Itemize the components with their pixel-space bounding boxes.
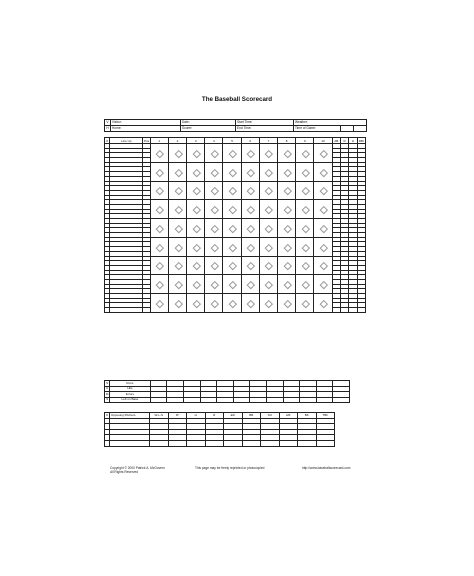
at-bat-cell[interactable] xyxy=(223,294,241,313)
diamond-icon xyxy=(320,281,328,289)
at-bat-cell[interactable] xyxy=(278,256,296,275)
at-bat-cell[interactable] xyxy=(259,237,277,256)
at-bat-cell[interactable] xyxy=(205,294,223,313)
page-title: The Baseball Scorecard xyxy=(201,96,273,103)
at-bat-cell[interactable] xyxy=(278,162,296,181)
diamond-icon xyxy=(156,281,164,289)
at-bat-cell[interactable] xyxy=(296,256,314,275)
diamond-icon xyxy=(229,150,237,158)
copyright-line: Copyright © 2000 Patrick A. McGovern xyxy=(110,466,165,470)
grid-header-cell: RBI xyxy=(358,138,364,143)
at-bat-cell[interactable] xyxy=(314,162,332,181)
at-bat-cell[interactable] xyxy=(314,237,332,256)
at-bat-cell[interactable] xyxy=(150,200,168,219)
diamond-icon xyxy=(247,300,255,308)
diamond-icon xyxy=(247,243,255,251)
diamond-icon xyxy=(211,150,219,158)
grid-header-cell: 3 xyxy=(187,138,205,144)
totals-label: Hits xyxy=(110,386,150,392)
at-bat-cell[interactable] xyxy=(168,294,186,313)
at-bat-cell[interactable] xyxy=(168,181,186,200)
diamond-icon xyxy=(247,187,255,195)
at-bat-cell[interactable] xyxy=(223,200,241,219)
at-bat-cell[interactable] xyxy=(168,237,186,256)
diamond-icon xyxy=(265,150,273,158)
totals-row xyxy=(105,397,350,403)
start-time-field: Start Time: xyxy=(236,120,294,126)
weather-field: Weather: xyxy=(294,120,367,126)
at-bat-cell[interactable] xyxy=(223,162,241,181)
diamond-icon xyxy=(265,262,273,270)
diamond-icon xyxy=(193,262,201,270)
at-bat-cell[interactable] xyxy=(187,294,205,313)
at-bat-cell[interactable] xyxy=(168,275,186,294)
stat-cell[interactable] xyxy=(349,308,357,313)
diamond-icon xyxy=(320,206,328,214)
at-bat-cell[interactable] xyxy=(205,144,223,163)
pitcher-cell[interactable] xyxy=(279,440,298,446)
diamond-icon xyxy=(193,225,201,233)
at-bat-cell[interactable] xyxy=(223,237,241,256)
grid-header-cell: R xyxy=(340,138,348,144)
diamond-icon xyxy=(229,187,237,195)
at-bat-cell[interactable] xyxy=(150,162,168,181)
at-bat-cell[interactable] xyxy=(241,219,259,238)
at-bat-cell[interactable] xyxy=(259,275,277,294)
diamond-icon xyxy=(156,243,164,251)
diamond-icon xyxy=(174,225,182,233)
diamond-icon xyxy=(302,262,310,270)
blank-cell xyxy=(341,126,354,132)
diamond-icon xyxy=(265,300,273,308)
diamond-icon xyxy=(320,243,328,251)
position-cell[interactable] xyxy=(143,308,150,313)
diamond-icon xyxy=(283,300,291,308)
diamond-icon xyxy=(229,225,237,233)
copyright-notice xyxy=(110,466,165,474)
diamond-icon xyxy=(211,300,219,308)
end-time-field: End Time: xyxy=(236,126,294,132)
diamond-icon xyxy=(174,300,182,308)
diamond-icon xyxy=(320,300,328,308)
diamond-icon xyxy=(193,150,201,158)
diamond-icon xyxy=(247,150,255,158)
at-bat-cell[interactable] xyxy=(241,275,259,294)
at-bat-cell[interactable] xyxy=(296,294,314,313)
pitching-header-cell: IP xyxy=(168,413,187,419)
diamond-icon xyxy=(156,300,164,308)
at-bat-cell[interactable] xyxy=(205,256,223,275)
pitching-header-cell: HB xyxy=(279,413,298,419)
grid-header-cell: Line Up xyxy=(110,138,143,144)
at-bat-cell[interactable] xyxy=(223,181,241,200)
totals-cell[interactable] xyxy=(250,397,267,403)
grid-header-cell: 8 xyxy=(278,138,296,144)
at-bat-cell[interactable] xyxy=(278,144,296,163)
diamond-icon xyxy=(156,150,164,158)
diamond-icon xyxy=(247,206,255,214)
diamond-icon xyxy=(265,225,273,233)
at-bat-cell[interactable] xyxy=(314,200,332,219)
at-bat-cell[interactable] xyxy=(314,275,332,294)
diamond-icon xyxy=(320,225,328,233)
scorer-field: Scorer: xyxy=(181,126,236,132)
totals-letter: M xyxy=(105,391,109,396)
grid-header-cell: # xyxy=(106,138,108,143)
batting-scoring-grid xyxy=(104,137,366,313)
totals-cell[interactable] xyxy=(316,397,333,403)
at-bat-cell[interactable] xyxy=(223,256,241,275)
diamond-icon xyxy=(302,150,310,158)
at-bat-cell[interactable] xyxy=(150,256,168,275)
totals-cell[interactable] xyxy=(200,397,217,403)
pitching-header-cell: BK xyxy=(298,413,317,419)
diamond-icon xyxy=(211,168,219,176)
visitor-field: Visitor: xyxy=(111,120,181,126)
diamond-icon xyxy=(302,225,310,233)
diamond-icon xyxy=(193,187,201,195)
pitching-header-cell: W-L-S xyxy=(150,413,169,419)
diamond-icon xyxy=(211,243,219,251)
totals-cell[interactable] xyxy=(150,397,167,403)
rights-line: All Rights Reserved xyxy=(110,470,138,474)
grid-header-cell: 6 xyxy=(241,138,259,144)
diamond-icon xyxy=(320,262,328,270)
at-bat-cell[interactable] xyxy=(278,219,296,238)
at-bat-cell[interactable] xyxy=(150,237,168,256)
totals-cell[interactable] xyxy=(283,397,300,403)
diamond-icon xyxy=(229,281,237,289)
diamond-icon xyxy=(174,262,182,270)
diamond-icon xyxy=(302,281,310,289)
diamond-icon xyxy=(229,243,237,251)
stat-cell[interactable] xyxy=(340,308,348,313)
website-url[interactable]: http://www.baseballscorecard.com xyxy=(302,466,351,470)
diamond-icon xyxy=(193,206,201,214)
at-bat-cell[interactable] xyxy=(259,181,277,200)
at-bat-cell[interactable] xyxy=(150,275,168,294)
at-bat-cell[interactable] xyxy=(259,219,277,238)
grid-header-cell: 7 xyxy=(259,138,277,144)
at-bat-cell[interactable] xyxy=(314,256,332,275)
diamond-icon xyxy=(247,225,255,233)
diamond-icon xyxy=(283,206,291,214)
game-info-table xyxy=(104,119,367,132)
diamond-icon xyxy=(247,281,255,289)
pitcher-cell[interactable] xyxy=(187,440,206,446)
at-bat-cell[interactable] xyxy=(259,162,277,181)
at-bat-cell[interactable] xyxy=(314,181,332,200)
pitcher-cell[interactable] xyxy=(298,440,317,446)
diamond-icon xyxy=(265,187,273,195)
at-bat-cell[interactable] xyxy=(314,294,332,313)
at-bat-cell[interactable] xyxy=(296,181,314,200)
totals-label: Errors xyxy=(110,392,150,398)
diamond-icon xyxy=(283,187,291,195)
diamond-icon xyxy=(174,150,182,158)
diamond-icon xyxy=(320,150,328,158)
pitching-header-cell: BB xyxy=(242,413,261,419)
diamond-icon xyxy=(265,281,273,289)
at-bat-cell[interactable] xyxy=(296,162,314,181)
at-bat-cell[interactable] xyxy=(278,181,296,200)
at-bat-cell[interactable] xyxy=(205,237,223,256)
stat-cell[interactable] xyxy=(332,308,340,313)
at-bat-cell[interactable] xyxy=(278,275,296,294)
diamond-icon xyxy=(229,206,237,214)
time-of-game-field: Time of Game: xyxy=(294,126,341,132)
diamond-icon xyxy=(302,243,310,251)
diamond-icon xyxy=(211,281,219,289)
diamond-icon xyxy=(174,281,182,289)
info-row-home xyxy=(105,126,367,132)
grid-header-cell: 2 xyxy=(168,138,186,144)
diamond-icon xyxy=(302,300,310,308)
at-bat-cell[interactable] xyxy=(241,200,259,219)
diamond-icon xyxy=(211,262,219,270)
at-bat-cell[interactable] xyxy=(296,275,314,294)
pitching-header-cell: TBF xyxy=(316,413,335,419)
grid-header-cell: 4 xyxy=(205,138,223,144)
grid-header-cell: 5 xyxy=(223,138,241,144)
at-bat-cell[interactable] xyxy=(168,144,186,163)
diamond-icon xyxy=(211,187,219,195)
at-bat-cell[interactable] xyxy=(187,181,205,200)
home-field: Home: xyxy=(111,126,181,132)
at-bat-cell[interactable] xyxy=(259,256,277,275)
at-bat-cell[interactable] xyxy=(150,294,168,313)
at-bat-cell[interactable] xyxy=(296,219,314,238)
at-bat-cell[interactable] xyxy=(259,144,277,163)
grid-header-cell: H xyxy=(349,138,357,144)
at-bat-cell[interactable] xyxy=(150,219,168,238)
at-bat-cell[interactable] xyxy=(187,219,205,238)
diamond-icon xyxy=(283,150,291,158)
pitcher-cell[interactable] xyxy=(242,440,261,446)
diamond-icon xyxy=(302,168,310,176)
at-bat-cell[interactable] xyxy=(168,200,186,219)
home-marker: H xyxy=(106,125,109,130)
totals-label: Left on Base xyxy=(110,397,150,403)
diamond-icon xyxy=(283,168,291,176)
at-bat-cell[interactable] xyxy=(205,162,223,181)
at-bat-cell[interactable] xyxy=(223,144,241,163)
totals-cell[interactable] xyxy=(300,397,317,403)
diamond-icon xyxy=(156,262,164,270)
diamond-icon xyxy=(193,281,201,289)
grid-header-cell: 10 xyxy=(314,138,332,144)
at-bat-cell[interactable] xyxy=(168,219,186,238)
pitcher-cell[interactable] xyxy=(205,440,224,446)
at-bat-cell[interactable] xyxy=(187,256,205,275)
diamond-icon xyxy=(302,187,310,195)
pitcher-row xyxy=(105,440,335,446)
at-bat-cell[interactable] xyxy=(278,200,296,219)
opposing-pitchers-table xyxy=(104,412,335,447)
diamond-icon xyxy=(229,262,237,270)
diamond-icon xyxy=(265,243,273,251)
diamond-icon xyxy=(265,168,273,176)
diamond-icon xyxy=(283,262,291,270)
diamond-icon xyxy=(174,168,182,176)
pitching-header-cell: ER xyxy=(224,413,243,419)
at-bat-cell[interactable] xyxy=(259,200,277,219)
diamond-icon xyxy=(193,168,201,176)
diamond-icon xyxy=(156,187,164,195)
at-bat-cell[interactable] xyxy=(168,256,186,275)
totals-label: Runs xyxy=(110,381,150,387)
diamond-icon xyxy=(302,206,310,214)
at-bat-cell[interactable] xyxy=(205,219,223,238)
at-bat-cell[interactable] xyxy=(187,237,205,256)
at-bat-cell[interactable] xyxy=(205,275,223,294)
diamond-icon xyxy=(156,168,164,176)
grid-header-cell: AB xyxy=(332,138,340,144)
diamond-icon xyxy=(174,243,182,251)
diamond-icon xyxy=(283,243,291,251)
grid-header-cell: Pos xyxy=(144,138,150,143)
at-bat-cell[interactable] xyxy=(168,162,186,181)
stat-cell[interactable] xyxy=(357,308,365,313)
diamond-icon xyxy=(247,262,255,270)
at-bat-cell[interactable] xyxy=(187,275,205,294)
at-bat-cell[interactable] xyxy=(259,294,277,313)
at-bat-cell[interactable] xyxy=(278,294,296,313)
diamond-icon xyxy=(247,168,255,176)
diamond-icon xyxy=(283,281,291,289)
totals-letter: S xyxy=(106,380,109,385)
diamond-icon xyxy=(211,206,219,214)
pitching-header-cell: # xyxy=(106,412,108,417)
at-bat-cell[interactable] xyxy=(241,256,259,275)
at-bat-cell[interactable] xyxy=(187,144,205,163)
blank-cell xyxy=(354,126,367,132)
totals-letter: S xyxy=(106,397,109,402)
at-bat-cell[interactable] xyxy=(187,200,205,219)
totals-cell[interactable] xyxy=(266,397,283,403)
pitching-header-cell: Opposing Pitchers xyxy=(110,413,150,419)
totals-cell[interactable] xyxy=(333,397,350,403)
date-field: Date: xyxy=(181,120,236,126)
totals-cell[interactable] xyxy=(233,397,250,403)
pitcher-cell[interactable] xyxy=(224,440,243,446)
at-bat-cell[interactable] xyxy=(314,219,332,238)
reprint-notice: This page may be freely reprinted or photocopied xyxy=(195,466,265,470)
at-bat-cell[interactable] xyxy=(241,237,259,256)
grid-header-cell: 9 xyxy=(296,138,314,144)
at-bat-cell[interactable] xyxy=(241,181,259,200)
at-bat-cell[interactable] xyxy=(278,237,296,256)
totals-cell[interactable] xyxy=(217,397,234,403)
at-bat-cell[interactable] xyxy=(296,144,314,163)
at-bat-cell[interactable] xyxy=(223,219,241,238)
pitcher-cell[interactable] xyxy=(168,440,187,446)
at-bat-cell[interactable] xyxy=(241,144,259,163)
diamond-icon xyxy=(156,225,164,233)
pitching-header-cell: H xyxy=(187,413,206,419)
at-bat-cell[interactable] xyxy=(187,162,205,181)
diamond-icon xyxy=(229,168,237,176)
totals-letter: U xyxy=(106,386,109,391)
diamond-icon xyxy=(211,225,219,233)
totals-cell[interactable] xyxy=(183,397,200,403)
at-bat-cell[interactable] xyxy=(150,181,168,200)
diamond-icon xyxy=(193,300,201,308)
at-bat-cell[interactable] xyxy=(241,294,259,313)
at-bat-cell[interactable] xyxy=(205,200,223,219)
pitching-header-cell: R xyxy=(205,413,224,419)
pitcher-cell[interactable] xyxy=(110,440,150,446)
at-bat-cell[interactable] xyxy=(205,181,223,200)
diamond-icon xyxy=(283,225,291,233)
visitor-marker: V xyxy=(106,119,109,124)
pitcher-cell[interactable] xyxy=(150,440,169,446)
pitching-header-cell: SO xyxy=(261,413,280,419)
totals-cell[interactable] xyxy=(167,397,184,403)
team-totals-table xyxy=(104,380,350,403)
diamond-icon xyxy=(229,300,237,308)
at-bat-cell[interactable] xyxy=(223,275,241,294)
at-bat-cell[interactable] xyxy=(150,144,168,163)
at-bat-cell[interactable] xyxy=(314,144,332,163)
diamond-icon xyxy=(193,243,201,251)
diamond-icon xyxy=(174,206,182,214)
diamond-icon xyxy=(174,187,182,195)
diamond-icon xyxy=(265,206,273,214)
at-bat-cell[interactable] xyxy=(296,237,314,256)
at-bat-cell[interactable] xyxy=(241,162,259,181)
at-bat-cell[interactable] xyxy=(296,200,314,219)
diamond-icon xyxy=(320,187,328,195)
pitcher-cell[interactable] xyxy=(316,440,335,446)
diamond-icon xyxy=(156,206,164,214)
pitcher-cell[interactable] xyxy=(261,440,280,446)
diamond-icon xyxy=(320,168,328,176)
grid-header-cell: 1 xyxy=(150,138,168,144)
lineup-name-cell[interactable] xyxy=(110,308,143,313)
